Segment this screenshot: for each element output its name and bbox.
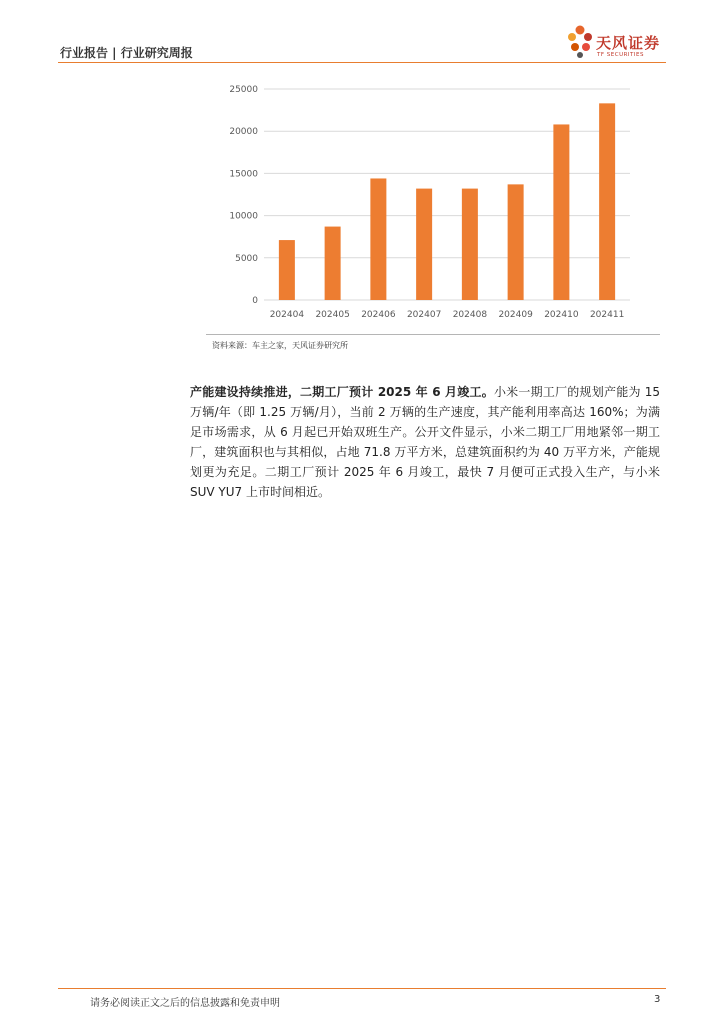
footer-divider xyxy=(58,988,666,989)
company-logo xyxy=(566,22,676,62)
paragraph-lead: 产能建设持续推进，二期工厂预计 2025 年 6 月竣工。 xyxy=(190,385,494,399)
bar xyxy=(553,124,569,300)
bar xyxy=(325,227,341,300)
chart-canvas xyxy=(200,78,660,328)
y-tick-label: 15000 xyxy=(229,169,258,180)
y-tick-label: 5000 xyxy=(235,253,258,264)
y-tick-label: 25000 xyxy=(229,85,258,95)
y-tick-label: 10000 xyxy=(229,211,258,222)
x-tick-label: 202404 xyxy=(269,310,305,320)
report-category: 行业报告 | 行业研究周报 xyxy=(60,46,193,60)
logo-name-en: TF SECURITIES xyxy=(597,52,644,58)
header-divider xyxy=(58,62,666,63)
x-tick-label: 202406 xyxy=(361,310,396,320)
x-tick-label: 202407 xyxy=(406,310,442,320)
bar xyxy=(370,178,386,300)
page-number: 3 xyxy=(654,994,661,1005)
flower-logo-icon xyxy=(566,22,596,62)
bar xyxy=(279,240,295,300)
x-tick-label: 202405 xyxy=(315,310,350,320)
sales-bar-chart xyxy=(200,78,660,328)
x-tick-label: 202408 xyxy=(452,310,488,320)
logo-name: 天风证券 xyxy=(596,34,661,52)
chart-divider xyxy=(206,334,660,335)
x-tick-label: 202409 xyxy=(498,310,533,320)
bar xyxy=(416,189,432,300)
bar xyxy=(462,189,478,300)
y-tick-label: 20000 xyxy=(229,127,258,138)
chart-source: 资料来源：车主之家，天风证券研究所 xyxy=(212,341,348,350)
body-paragraph xyxy=(190,382,660,502)
bar xyxy=(599,103,615,300)
x-tick-label: 202410 xyxy=(544,310,579,320)
bar xyxy=(508,184,524,300)
paragraph-text: 小米一期工厂的规划产能为 15 万辆/年（即 1.25 万辆/月），当前 2 万辆的生产速度，其产能利用率高达 160%；为满足市场需求，从 6 月起已开始双班生产。公开文件显示，小米二期工厂用地紧邻一期工厂，建筑面积也与其相似，占地 71.8 万平方米，总建筑面积约为 40 万平方米，产能规划更为充足。二期工厂预计 2025 年 6 月竣工，最快 7 月便可正式投入生产，与小米 SUV YU7 上市时间相近。 xyxy=(190,385,660,499)
x-tick-label: 202411 xyxy=(589,310,625,320)
footer-disclaimer: 请务必阅读正文之后的信息披露和免责申明 xyxy=(90,998,280,1009)
y-tick-label: 0 xyxy=(252,296,258,306)
